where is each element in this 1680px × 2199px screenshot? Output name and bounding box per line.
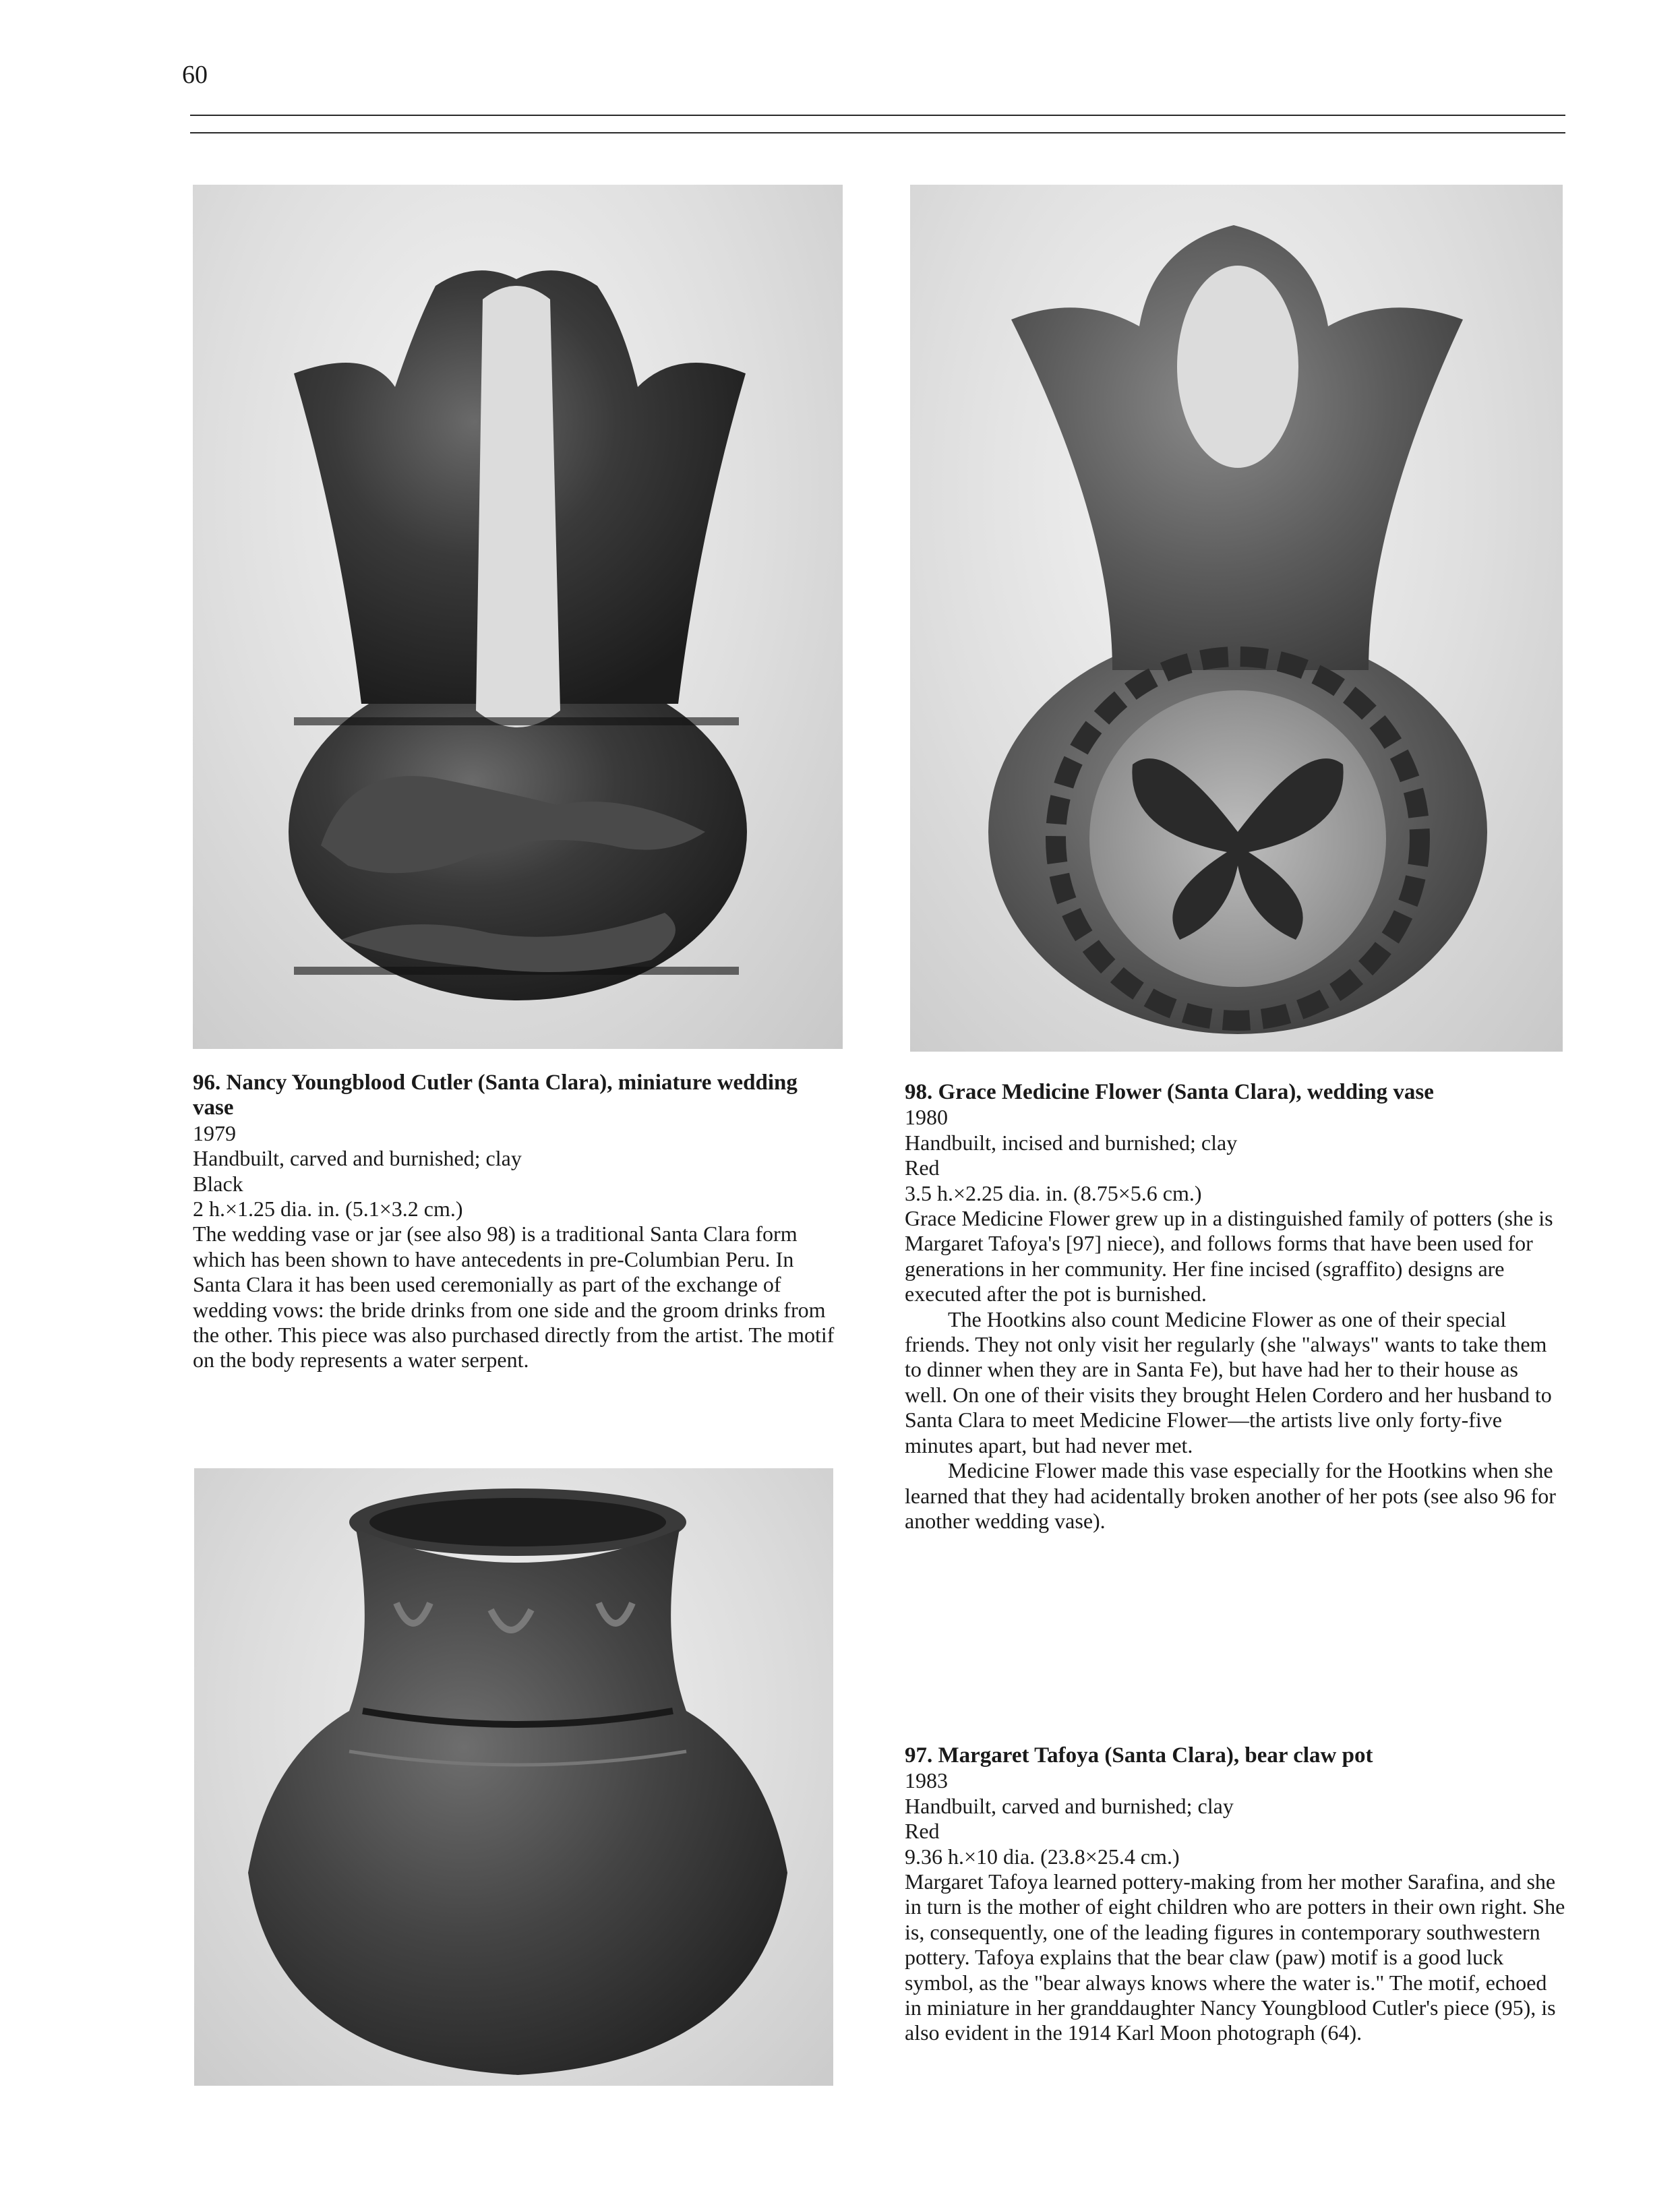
item-96-technique: Handbuilt, carved and burnished; clay bbox=[193, 1146, 522, 1171]
photo-wedding-vase-black bbox=[193, 185, 843, 1049]
item-97-year: 1983 bbox=[905, 1768, 948, 1793]
caption-item-96 bbox=[193, 1071, 840, 1373]
item-98-paragraph-3: Medicine Flower made this vase especially for the Hootkins when she learned that they had acidentally broken another of her pots (see also 96 for another wedding vase). bbox=[905, 1458, 1556, 1533]
item-97-technique: Handbuilt, carved and burnished; clay bbox=[905, 1793, 1234, 1818]
item-98-paragraph-1: Grace Medicine Flower grew up in a distinguished family of potters (she is Margaret Tafoya's [97] niece), and follows forms that have been used for generations in her community. Her fine incised (sgraffito) designs are executed after the pot is burnished. bbox=[905, 1206, 1553, 1306]
item-97-title: 97. Margaret Tafoya (Santa Clara), bear claw pot bbox=[905, 1743, 1373, 1768]
item-97-dimensions: 9.36 h.×10 dia. (23.8×25.4 cm.) bbox=[905, 1844, 1180, 1869]
item-96-dimensions: 2 h.×1.25 dia. in. (5.1×3.2 cm.) bbox=[193, 1197, 463, 1222]
photo-wedding-vase-red bbox=[910, 185, 1563, 1052]
item-98-dimensions: 3.5 h.×2.25 dia. in. (8.75×5.6 cm.) bbox=[905, 1180, 1202, 1205]
item-97-description: Margaret Tafoya learned pottery-making from her mother Sarafina, and she in turn is the mother of eight children who are potters in their own right. She is, consequently, one of the leading figures in contemporary southwestern pottery. Tafoya explains that the bear claw (paw) motif is a good luck symbol, as the "bear always knows where the water is." The motif, echoed in miniature in her granddaughter Nancy Youngblood Cutler's piece (95), is also evident in the 1914 Karl Moon photograph (64). bbox=[905, 1869, 1565, 2045]
item-96-description: The wedding vase or jar (see also 98) is a traditional Santa Clara form which has been shown to have antecedents in pre-Columbian Peru. In Santa Clara it has been used ceremonially as part of the exchange of wedding vows: the bride drinks from one side and the groom drinks from the other. This piece was also purchased directly from the artist. The motif on the body represents a water serpent. bbox=[193, 1222, 835, 1373]
item-96-title: 96. Nancy Youngblood Cutler (Santa Clara), miniature wedding vase bbox=[193, 1071, 798, 1120]
item-97-color: Red bbox=[905, 1819, 940, 1844]
item-98-color: Red bbox=[905, 1155, 940, 1180]
item-98-year: 1980 bbox=[905, 1105, 948, 1130]
item-98-paragraph-2: The Hootkins also count Medicine Flower as one of their special friends. They not only visit her regularly (she "always" wants to take them to dinner when they are in Santa Fe), but have had her to their house as well. On one of their visits they brought Helen Cordero and her husband to Santa Clara to meet Medicine Flower—the artists live only forty-five minutes apart, but had never met. bbox=[905, 1306, 1552, 1457]
header-rule-bottom bbox=[190, 132, 1565, 133]
photo-bear-claw-pot bbox=[194, 1468, 833, 2086]
caption-item-98 bbox=[905, 1080, 1565, 1534]
caption-item-97 bbox=[905, 1743, 1565, 2046]
item-98-title: 98. Grace Medicine Flower (Santa Clara), wedding vase bbox=[905, 1080, 1434, 1104]
item-98-technique: Handbuilt, incised and burnished; clay bbox=[905, 1130, 1238, 1155]
header-rule-top bbox=[190, 115, 1565, 116]
item-96-color: Black bbox=[193, 1171, 243, 1196]
page-number: 60 bbox=[182, 61, 208, 89]
item-96-year: 1979 bbox=[193, 1120, 236, 1145]
